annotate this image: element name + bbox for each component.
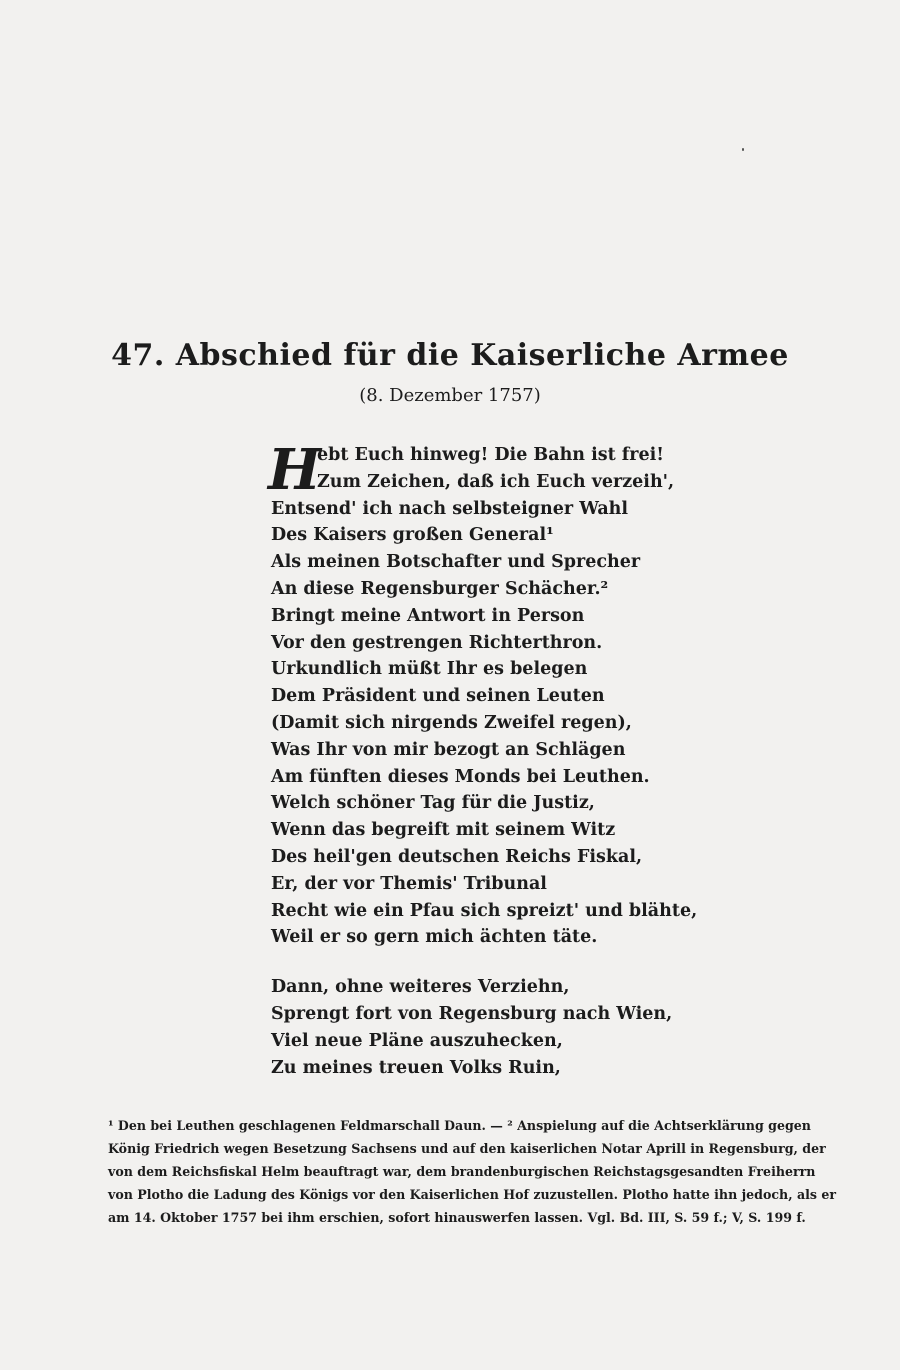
stanza-gap [271, 951, 691, 974]
poem-line: Sprengt fort von Regensburg nach Wien, [271, 1003, 673, 1024]
poem-line: Welch schöner Tag für die Justiz, [271, 793, 595, 814]
footnote-line: von Plotho die Ladung des Königs vor den Kaiserlichen Hof zuzustellen. Plotho hatte ihn jedoch, als er [108, 1187, 837, 1202]
footnotes [108, 1114, 837, 1229]
poem-line: Vor den gestrengen Richterthron. [271, 632, 603, 653]
poem-line: An diese Regensburger Schächer.² [271, 578, 609, 599]
poem-line: Des heil'gen deutschen Reichs Fiskal, [271, 846, 643, 867]
poem-line: Zum Zeichen, daß ich Euch verzeih', [317, 471, 675, 492]
poem-line: Bringt meine Antwort in Person [271, 605, 585, 626]
poem-title: 47. Abschied für die Kaiserliche Armee [111, 338, 789, 373]
paper-speck [742, 148, 744, 151]
poem-line: Was Ihr von mir bezogt an Schlägen [271, 739, 626, 760]
poem-body [268, 437, 698, 1081]
poem-line: Viel neue Pläne auszuhecken, [271, 1030, 563, 1051]
stanza-2 [271, 974, 691, 1081]
footnote-line: König Friedrich wegen Besetzung Sachsens und auf den kaiserlichen Notar Aprill in Regensburg, der [108, 1141, 826, 1156]
poem-line: Wenn das begreift mit seinem Witz [271, 820, 616, 841]
poem-line: Weil er so gern mich ächten täte. [271, 927, 598, 948]
poem-line: ebt Euch hinweg! Die Bahn ist frei! [317, 445, 664, 465]
poem-line: Urkundlich müßt Ihr es belegen [271, 659, 588, 680]
stanza-1 [271, 442, 698, 951]
poem-line: Entsend' ich nach selbsteigner Wahl [271, 498, 629, 519]
footnote-line: am 14. Oktober 1757 bei ihm erschien, sofort hinauswerfen lassen. Vgl. Bd. III, S. 59 f.; V, S. 199 f. [108, 1210, 806, 1225]
poem-date: (8. Dezember 1757) [359, 385, 541, 406]
poem-line: Am fünften dieses Monds bei Leuthen. [271, 766, 650, 787]
drop-cap: H [268, 437, 321, 503]
poem-line: Dem Präsident und seinen Leuten [271, 686, 605, 707]
footnote-line: ¹ Den bei Leuthen geschlagenen Feldmarschall Daun. — ² Anspielung auf die Achtserklärung gegen [108, 1118, 811, 1133]
poem-line: Als meinen Botschafter und Sprecher [271, 552, 641, 573]
poem-line: Dann, ohne weiteres Verziehn, [271, 977, 570, 998]
footnote-line: von dem Reichsfiskal Helm beauftragt war, dem brandenburgischen Reichstagsgesandten Freiherrn [108, 1164, 816, 1179]
poem-line: Recht wie ein Pfau sich spreizt' und blähte, [271, 900, 698, 921]
poem-line: Zu meines treuen Volks Ruin, [271, 1057, 561, 1078]
poem-line: (Damit sich nirgends Zweifel regen), [271, 712, 632, 733]
poem-line: Er, der vor Themis' Tribunal [271, 873, 547, 894]
poem-line: Des Kaisers großen General¹ [271, 525, 554, 546]
